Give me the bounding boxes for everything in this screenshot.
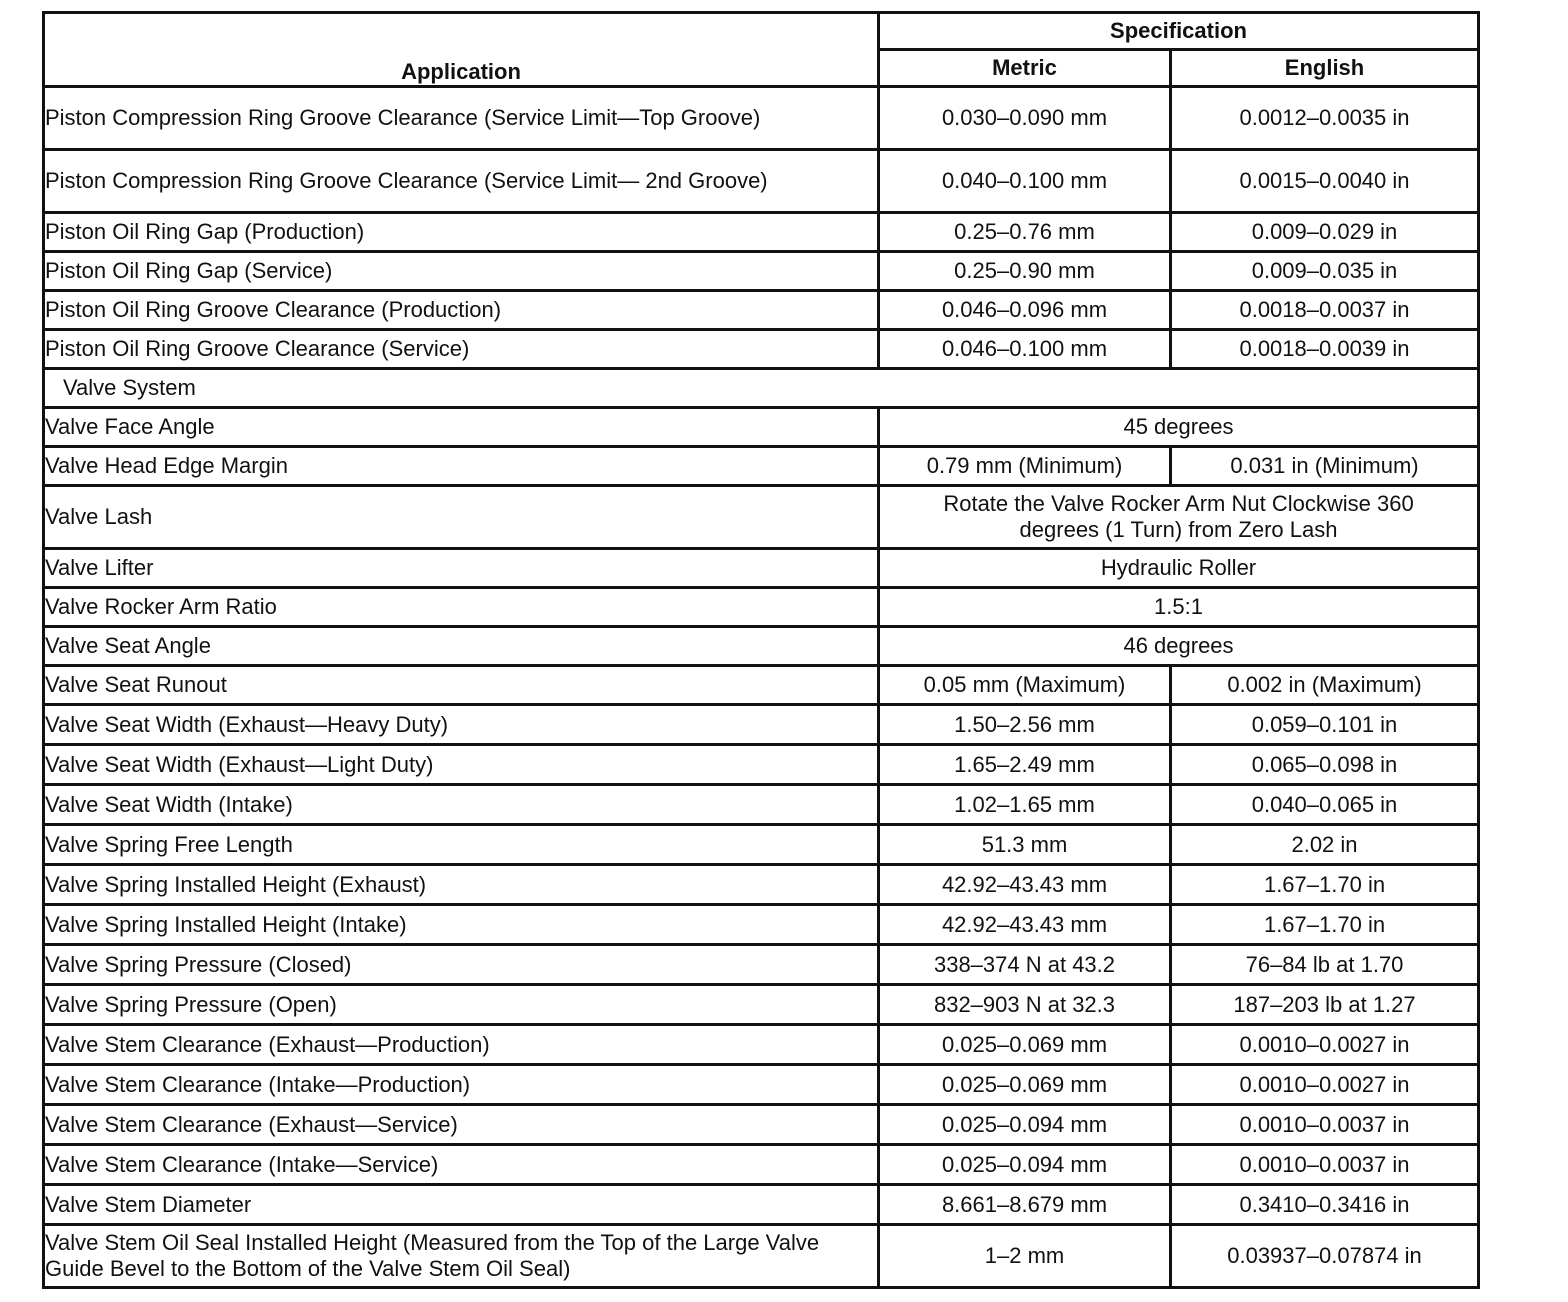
english-cell: 0.0015–0.0040 in xyxy=(1171,150,1479,213)
table-row xyxy=(44,985,1479,1025)
english-cell: 0.0010–0.0037 in xyxy=(1171,1145,1479,1185)
english-cell: 0.3410–0.3416 in xyxy=(1171,1185,1479,1225)
metric-cell: 0.05 mm (Maximum) xyxy=(879,666,1171,705)
metric-cell: 0.030–0.090 mm xyxy=(879,87,1171,150)
metric-cell: 0.040–0.100 mm xyxy=(879,150,1171,213)
english-cell: 1.67–1.70 in xyxy=(1171,865,1479,905)
table-row xyxy=(44,1225,1479,1288)
application-header: Application xyxy=(44,13,879,87)
specification-cell: 46 degrees xyxy=(879,627,1479,666)
table-row xyxy=(44,447,1479,486)
table-row xyxy=(44,905,1479,945)
table-row xyxy=(44,1185,1479,1225)
english-cell: 0.0010–0.0037 in xyxy=(1171,1105,1479,1145)
english-cell: 0.0010–0.0027 in xyxy=(1171,1025,1479,1065)
metric-cell: 0.25–0.90 mm xyxy=(879,252,1171,291)
english-cell: 0.009–0.035 in xyxy=(1171,252,1479,291)
application-cell: Valve Lash xyxy=(44,486,879,549)
metric-cell: 1.50–2.56 mm xyxy=(879,705,1171,745)
metric-cell: 338–374 N at 43.2 xyxy=(879,945,1171,985)
metric-cell: 0.025–0.069 mm xyxy=(879,1025,1171,1065)
application-cell: Valve Seat Width (Exhaust—Light Duty) xyxy=(44,745,879,785)
application-cell: Valve Stem Diameter xyxy=(44,1185,879,1225)
application-cell: Valve Stem Clearance (Exhaust—Service) xyxy=(44,1105,879,1145)
application-cell: Valve Stem Clearance (Exhaust—Production) xyxy=(44,1025,879,1065)
metric-cell: 8.661–8.679 mm xyxy=(879,1185,1171,1225)
application-cell: Valve Spring Installed Height (Exhaust) xyxy=(44,865,879,905)
application-cell: Valve Seat Width (Intake) xyxy=(44,785,879,825)
metric-cell: 1–2 mm xyxy=(879,1225,1171,1288)
application-cell: Piston Compression Ring Groove Clearance (Service Limit— 2nd Groove) xyxy=(44,150,879,213)
metric-cell: 1.65–2.49 mm xyxy=(879,745,1171,785)
table-row xyxy=(44,330,1479,369)
english-cell: 0.059–0.101 in xyxy=(1171,705,1479,745)
table-row xyxy=(44,705,1479,745)
metric-cell: 42.92–43.43 mm xyxy=(879,905,1171,945)
application-cell: Valve Seat Width (Exhaust—Heavy Duty) xyxy=(44,705,879,745)
table-row xyxy=(44,1025,1479,1065)
application-cell: Valve Stem Clearance (Intake—Service) xyxy=(44,1145,879,1185)
metric-header: Metric xyxy=(879,50,1171,87)
metric-cell: 0.046–0.096 mm xyxy=(879,291,1171,330)
table-row xyxy=(44,486,1479,549)
application-cell: Piston Oil Ring Groove Clearance (Production) xyxy=(44,291,879,330)
application-cell: Valve Stem Oil Seal Installed Height (Measured from the Top of the Large Valve Guide Bevel to the Bottom of the Valve Stem Oil Seal) xyxy=(44,1225,879,1288)
english-cell: 0.031 in (Minimum) xyxy=(1171,447,1479,486)
english-cell: 0.040–0.065 in xyxy=(1171,785,1479,825)
table-row xyxy=(44,1065,1479,1105)
application-cell: Valve Seat Runout xyxy=(44,666,879,705)
table-row xyxy=(44,865,1479,905)
application-cell: Valve Head Edge Margin xyxy=(44,447,879,486)
table-row xyxy=(44,666,1479,705)
table-row xyxy=(44,150,1479,213)
table-row xyxy=(44,785,1479,825)
table-row xyxy=(44,627,1479,666)
application-cell: Valve Stem Clearance (Intake—Production) xyxy=(44,1065,879,1105)
table-row xyxy=(44,291,1479,330)
english-cell: 0.0012–0.0035 in xyxy=(1171,87,1479,150)
application-cell: Valve Spring Pressure (Open) xyxy=(44,985,879,1025)
application-cell: Piston Compression Ring Groove Clearance (Service Limit—Top Groove) xyxy=(44,87,879,150)
specification-table xyxy=(42,11,1480,1289)
application-cell: Valve Face Angle xyxy=(44,408,879,447)
table-row xyxy=(44,408,1479,447)
table-row xyxy=(44,252,1479,291)
english-cell: 187–203 lb at 1.27 xyxy=(1171,985,1479,1025)
english-cell: 0.009–0.029 in xyxy=(1171,213,1479,252)
application-cell: Piston Oil Ring Groove Clearance (Service) xyxy=(44,330,879,369)
english-cell: 2.02 in xyxy=(1171,825,1479,865)
table-row xyxy=(44,745,1479,785)
application-cell: Valve Spring Pressure (Closed) xyxy=(44,945,879,985)
metric-cell: 51.3 mm xyxy=(879,825,1171,865)
table-row xyxy=(44,1145,1479,1185)
application-cell: Piston Oil Ring Gap (Production) xyxy=(44,213,879,252)
english-cell: 76–84 lb at 1.70 xyxy=(1171,945,1479,985)
specification-header: Specification xyxy=(879,13,1479,50)
english-cell: 0.0010–0.0027 in xyxy=(1171,1065,1479,1105)
application-cell: Valve Spring Installed Height (Intake) xyxy=(44,905,879,945)
metric-cell: 1.02–1.65 mm xyxy=(879,785,1171,825)
table-body xyxy=(44,87,1479,1288)
metric-cell: 832–903 N at 32.3 xyxy=(879,985,1171,1025)
english-cell: 1.67–1.70 in xyxy=(1171,905,1479,945)
application-cell: Valve Rocker Arm Ratio xyxy=(44,588,879,627)
section-label: Valve System xyxy=(44,369,1479,408)
specification-cell: Hydraulic Roller xyxy=(879,549,1479,588)
application-cell: Piston Oil Ring Gap (Service) xyxy=(44,252,879,291)
english-cell: 0.002 in (Maximum) xyxy=(1171,666,1479,705)
metric-cell: 0.046–0.100 mm xyxy=(879,330,1171,369)
application-cell: Valve Spring Free Length xyxy=(44,825,879,865)
table-row xyxy=(44,549,1479,588)
section-row xyxy=(44,369,1479,408)
specification-cell: Rotate the Valve Rocker Arm Nut Clockwise 360 degrees (1 Turn) from Zero Lash xyxy=(879,486,1479,549)
english-cell: 0.0018–0.0039 in xyxy=(1171,330,1479,369)
metric-cell: 0.25–0.76 mm xyxy=(879,213,1171,252)
specification-cell: 45 degrees xyxy=(879,408,1479,447)
english-cell: 0.0018–0.0037 in xyxy=(1171,291,1479,330)
metric-cell: 0.79 mm (Minimum) xyxy=(879,447,1171,486)
table-row xyxy=(44,1105,1479,1145)
english-cell: 0.065–0.098 in xyxy=(1171,745,1479,785)
table-row xyxy=(44,213,1479,252)
table-row xyxy=(44,945,1479,985)
specification-cell: 1.5:1 xyxy=(879,588,1479,627)
metric-cell: 0.025–0.069 mm xyxy=(879,1065,1171,1105)
table-row xyxy=(44,588,1479,627)
english-header: English xyxy=(1171,50,1479,87)
table-row xyxy=(44,825,1479,865)
metric-cell: 0.025–0.094 mm xyxy=(879,1105,1171,1145)
metric-cell: 0.025–0.094 mm xyxy=(879,1145,1171,1185)
application-cell: Valve Lifter xyxy=(44,549,879,588)
metric-cell: 42.92–43.43 mm xyxy=(879,865,1171,905)
application-cell: Valve Seat Angle xyxy=(44,627,879,666)
table-row xyxy=(44,87,1479,150)
english-cell: 0.03937–0.07874 in xyxy=(1171,1225,1479,1288)
